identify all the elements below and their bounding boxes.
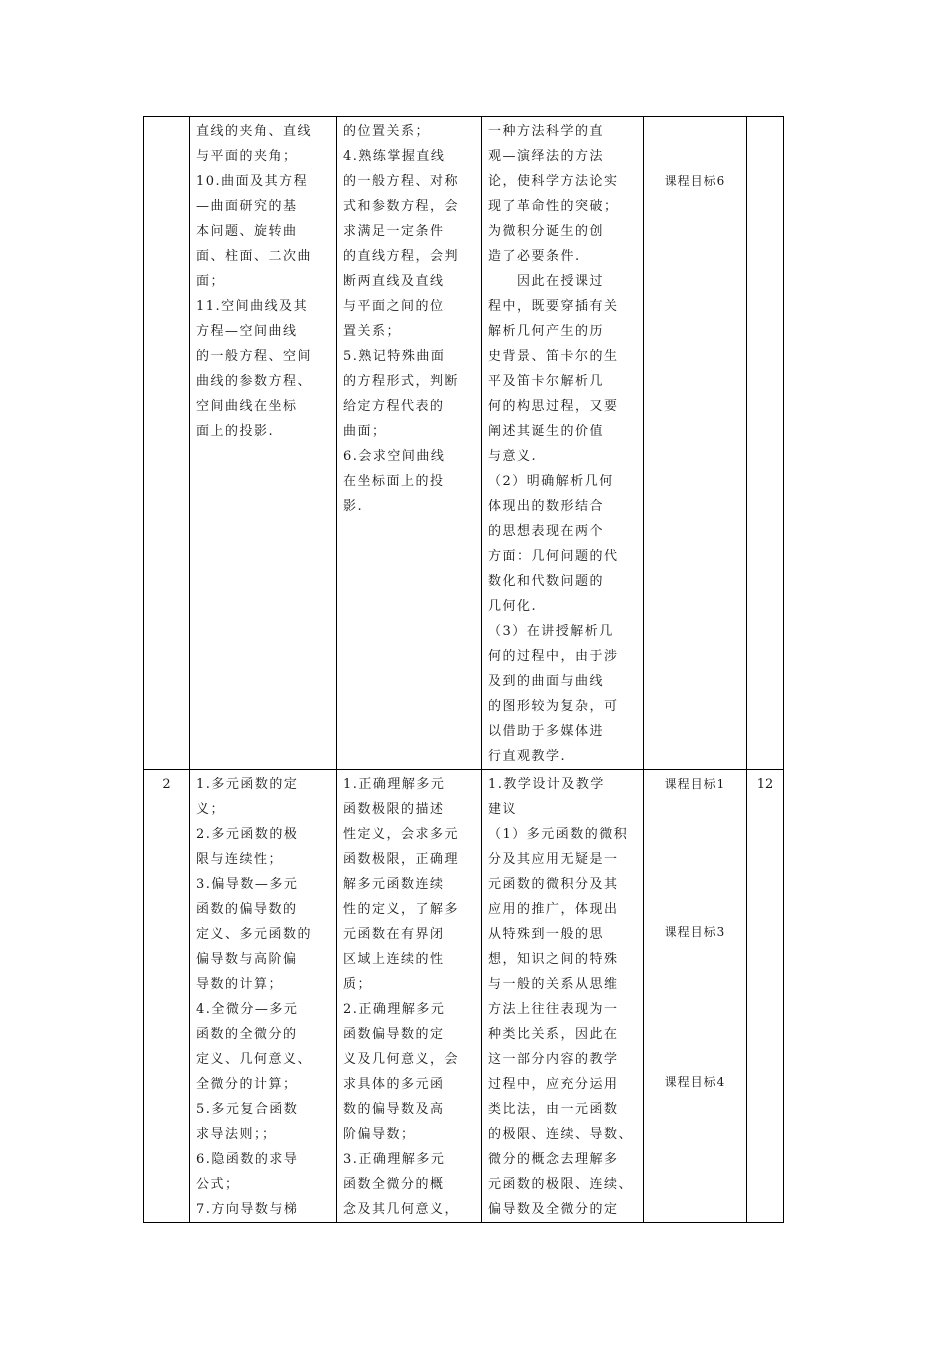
requirement-line: 求满足一定条件 (343, 224, 445, 239)
requirements-cell (337, 117, 482, 770)
row-number-cell: 2 (144, 770, 190, 1223)
content-line: 偏导数与高阶偏 (196, 952, 298, 967)
content-line: 与平面的夹角； (196, 149, 298, 164)
requirement-line: 义及几何意义，会 (343, 1052, 460, 1067)
table-row (144, 117, 784, 770)
suggestion-line: 阐述其诞生的价值 (488, 424, 605, 439)
requirement-line: 3.正确理解多元 (343, 1152, 446, 1167)
requirement-line: 函数全微分的概 (343, 1177, 445, 1192)
content-line: 方程—空间曲线 (196, 324, 298, 339)
requirement-line: 与平面之间的位 (343, 299, 445, 314)
content-line: 限与连续性； (196, 852, 284, 867)
requirement-line: 断两直线及直线 (343, 274, 445, 289)
requirement-line: 1.正确理解多元 (343, 777, 446, 792)
suggestion-line: 应用的推广，体现出 (488, 902, 619, 917)
requirement-line: 数的偏导数及高 (343, 1102, 445, 1117)
requirement-line: 函数极限的描述 (343, 802, 445, 817)
content-line: 空间曲线在坐标 (196, 399, 298, 414)
requirement-line: 给定方程代表的 (343, 399, 445, 414)
suggestion-line: 以借助于多媒体进 (488, 724, 605, 739)
content-line: 直线的夹角、直线 (196, 124, 313, 139)
requirement-line: 阶偏导数； (343, 1127, 416, 1142)
suggestion-line: 分及其应用无疑是一 (488, 852, 619, 867)
suggestion-line: 方面：几何问题的代 (488, 549, 619, 564)
content-line: 3.偏导数—多元 (196, 877, 299, 892)
content-line: 10.曲面及其方程 (196, 174, 309, 189)
suggestions-cell (482, 117, 644, 770)
content-line: 2.多元函数的极 (196, 827, 299, 842)
suggestion-line: 论，使科学方法论实 (488, 174, 619, 189)
content-line: 11.空间曲线及其 (196, 299, 309, 314)
content-line: 函数的全微分的 (196, 1027, 298, 1042)
suggestion-line: 方法上往往表现为一 (488, 1002, 619, 1017)
content-line: 本问题、旋转曲 (196, 224, 298, 239)
requirement-line: 求具体的多元函 (343, 1077, 445, 1092)
suggestion-line: 平及笛卡尔解析几 (488, 374, 605, 389)
suggestion-line: 元函数的极限、连续、 (488, 1177, 634, 1192)
course-goal: 课程目标6 (664, 174, 726, 188)
suggestion-line: 一种方法科学的直 (488, 124, 605, 139)
course-goal: 课程目标3 (664, 925, 726, 939)
suggestion-line: 这一部分内容的教学 (488, 1052, 619, 1067)
suggestions-cell (482, 770, 644, 1223)
hours-cell: 12 (747, 770, 784, 1223)
requirement-line: 2.正确理解多元 (343, 1002, 446, 1017)
suggestion-line: 元函数的微积分及其 (488, 877, 619, 892)
content-line: 公式； (196, 1177, 240, 1192)
requirement-line: 5.熟记特殊曲面 (343, 349, 446, 364)
syllabus-table (143, 116, 784, 1223)
suggestion-line: 解析几何产生的历 (488, 324, 605, 339)
requirement-line: 元函数在有界闭 (343, 927, 445, 942)
course-goal: 课程目标4 (664, 1075, 726, 1089)
suggestion-line: 何的过程中，由于涉 (488, 649, 619, 664)
content-line: 面上的投影. (196, 424, 275, 439)
content-line: 1.多元函数的定 (196, 777, 299, 792)
suggestion-line: 的图形较为复杂，可 (488, 699, 619, 714)
requirement-line: 性的定义，了解多 (343, 902, 460, 917)
suggestion-line: 的极限、连续、导数、 (488, 1127, 634, 1142)
suggestion-line: 种类比关系，因此在 (488, 1027, 619, 1042)
requirement-line: 函数偏导数的定 (343, 1027, 445, 1042)
suggestion-line: 偏导数及全微分的定 (488, 1202, 619, 1217)
suggestion-line: （2）明确解析几何 (488, 474, 614, 489)
requirement-line: 的直线方程，会判 (343, 249, 460, 264)
suggestion-line: 过程中，应充分运用 (488, 1077, 619, 1092)
suggestion-line: 想，知识之间的特殊 (488, 952, 619, 967)
requirement-line: 函数极限，正确理 (343, 852, 460, 867)
requirement-line: 的方程形式，判断 (343, 374, 460, 389)
suggestion-line: 数化和代数问题的 (488, 574, 605, 589)
content-line: 面、柱面、二次曲 (196, 249, 313, 264)
suggestion-line: 与一般的关系从思维 (488, 977, 619, 992)
requirement-line: 质； (343, 977, 373, 992)
content-line: 5.多元复合函数 (196, 1102, 299, 1117)
content-line: —曲面研究的基 (196, 199, 298, 214)
requirement-line: 念及其几何意义， (343, 1202, 460, 1217)
suggestion-line: 与意义. (488, 449, 538, 464)
goals-cell (644, 770, 747, 1223)
content-line: 面； (196, 274, 226, 289)
suggestion-line: 从特殊到一般的思 (488, 927, 605, 942)
suggestion-line: 1.教学设计及教学 (488, 777, 605, 792)
suggestion-line: 何的构思过程，又要 (488, 399, 619, 414)
requirement-line: 的一般方程、对称 (343, 174, 460, 189)
requirement-line: 4.熟练掌握直线 (343, 149, 446, 164)
content-line: 导数的计算； (196, 977, 284, 992)
suggestion-line: 体现出的数形结合 (488, 499, 605, 514)
content-line: 4.全微分—多元 (196, 1002, 299, 1017)
suggestion-line: 建议 (488, 802, 518, 817)
requirement-line: 解多元函数连续 (343, 877, 445, 892)
requirement-line: 的位置关系； (343, 124, 431, 139)
row-number-cell (144, 117, 190, 770)
requirement-line: 影. (343, 499, 364, 514)
requirements-cell (337, 770, 482, 1223)
content-line: 的一般方程、空间 (196, 349, 313, 364)
suggestion-line: 行直观教学. (488, 749, 567, 764)
suggestion-line: 史背景、笛卡尔的生 (488, 349, 619, 364)
content-line: 7.方向导数与梯 (196, 1202, 299, 1217)
course-goal: 课程目标1 (664, 777, 726, 791)
suggestion-line: 为微积分诞生的创 (488, 224, 605, 239)
content-line: 求导法则；； (196, 1127, 277, 1142)
suggestion-line: 微分的概念去理解多 (488, 1152, 619, 1167)
content-cell (190, 117, 337, 770)
content-line: 6.隐函数的求导 (196, 1152, 299, 1167)
content-line: 曲线的参数方程、 (196, 374, 313, 389)
suggestion-line: （1）多元函数的微积 (488, 827, 629, 842)
requirement-line: 区域上连续的性 (343, 952, 445, 967)
content-line: 定义、多元函数的 (196, 927, 313, 942)
suggestion-line: 现了革命性的突破； (488, 199, 619, 214)
suggestion-line: 因此在授课过 (488, 274, 605, 289)
requirement-line: 性定义，会求多元 (343, 827, 460, 842)
suggestion-line: 的思想表现在两个 (488, 524, 605, 539)
suggestion-line: 几何化. (488, 599, 538, 614)
requirement-line: 6.会求空间曲线 (343, 449, 446, 464)
content-line: 全微分的计算； (196, 1077, 298, 1092)
hours-cell (747, 117, 784, 770)
suggestion-line: 造了必要条件. (488, 249, 581, 264)
content-line: 定义、几何意义、 (196, 1052, 313, 1067)
table-row (144, 770, 784, 1223)
requirement-line: 在坐标面上的投 (343, 474, 445, 489)
suggestion-line: 观—演绎法的方法 (488, 149, 605, 164)
content-line: 义； (196, 802, 226, 817)
goals-cell (644, 117, 747, 770)
suggestion-line: 及到的曲面与曲线 (488, 674, 605, 689)
requirement-line: 式和参数方程，会 (343, 199, 460, 214)
content-cell (190, 770, 337, 1223)
suggestion-line: 类比法，由一元函数 (488, 1102, 619, 1117)
requirement-line: 曲面； (343, 424, 387, 439)
suggestion-line: （3）在讲授解析几 (488, 624, 614, 639)
suggestion-line: 程中，既要穿插有关 (488, 299, 619, 314)
requirement-line: 置关系； (343, 324, 402, 339)
content-line: 函数的偏导数的 (196, 902, 298, 917)
